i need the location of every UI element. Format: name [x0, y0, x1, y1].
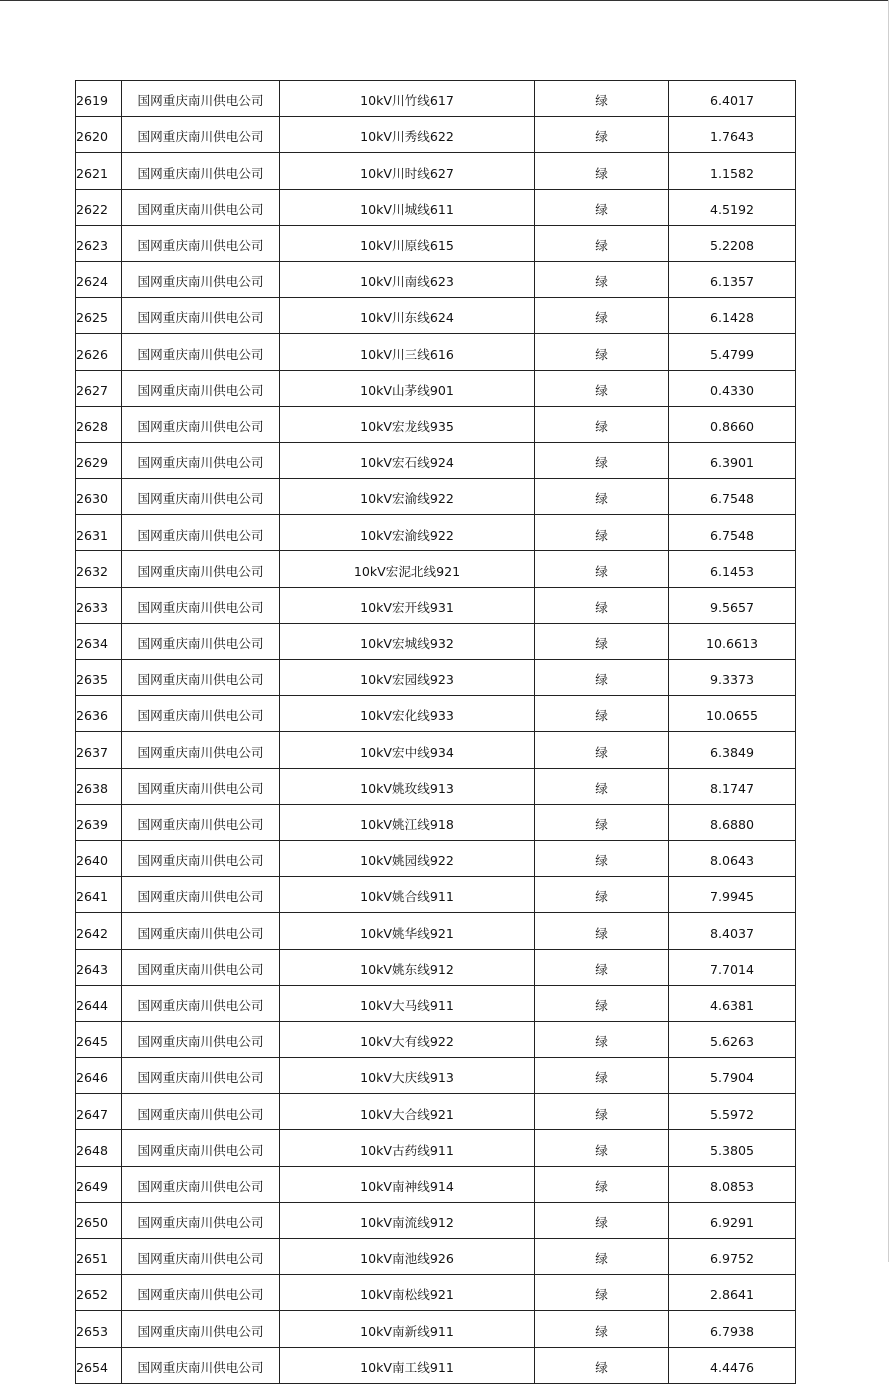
line-name-cell: 10kV南松线921: [280, 1275, 535, 1311]
line-name-cell: 10kV大马线911: [280, 985, 535, 1021]
line-name-cell: 10kV川原线615: [280, 225, 535, 261]
page-top-rule: [0, 0, 888, 1]
row-number-cell: 2628: [76, 406, 122, 442]
status-cell: 绿: [535, 370, 669, 406]
table-row: [76, 298, 796, 334]
status-cell: 绿: [535, 985, 669, 1021]
row-number-cell: 2629: [76, 442, 122, 478]
status-cell: 绿: [535, 1239, 669, 1275]
table-row: [76, 1347, 796, 1383]
value-cell: 5.4799: [669, 334, 796, 370]
status-cell: 绿: [535, 877, 669, 913]
line-name-cell: 10kV川南线623: [280, 261, 535, 297]
company-cell: 国网重庆南川供电公司: [122, 117, 280, 153]
line-name-cell: 10kV姚东线912: [280, 949, 535, 985]
table-row: [76, 913, 796, 949]
row-number-cell: 2637: [76, 732, 122, 768]
status-cell: 绿: [535, 1311, 669, 1347]
table-body: [76, 81, 796, 1384]
company-cell: 国网重庆南川供电公司: [122, 1130, 280, 1166]
value-cell: 0.8660: [669, 406, 796, 442]
table-row: [76, 370, 796, 406]
line-name-cell: 10kV南神线914: [280, 1166, 535, 1202]
table-row: [76, 1311, 796, 1347]
company-cell: 国网重庆南川供电公司: [122, 1021, 280, 1057]
line-name-cell: 10kV古药线911: [280, 1130, 535, 1166]
table-row: [76, 1021, 796, 1057]
table-row: [76, 985, 796, 1021]
line-name-cell: 10kV南新线911: [280, 1311, 535, 1347]
status-cell: 绿: [535, 804, 669, 840]
line-name-cell: 10kV姚玫线913: [280, 768, 535, 804]
status-cell: 绿: [535, 334, 669, 370]
table-row: [76, 1094, 796, 1130]
company-cell: 国网重庆南川供电公司: [122, 225, 280, 261]
status-cell: 绿: [535, 479, 669, 515]
table-row: [76, 479, 796, 515]
row-number-cell: 2630: [76, 479, 122, 515]
value-cell: 1.1582: [669, 153, 796, 189]
value-cell: 7.7014: [669, 949, 796, 985]
value-cell: 9.5657: [669, 587, 796, 623]
line-name-cell: 10kV宏中线934: [280, 732, 535, 768]
value-cell: 5.2208: [669, 225, 796, 261]
company-cell: 国网重庆南川供电公司: [122, 1166, 280, 1202]
value-cell: 8.0643: [669, 840, 796, 876]
line-name-cell: 10kV宏化线933: [280, 696, 535, 732]
table-row: [76, 949, 796, 985]
value-cell: 8.4037: [669, 913, 796, 949]
company-cell: 国网重庆南川供电公司: [122, 913, 280, 949]
value-cell: 5.5972: [669, 1094, 796, 1130]
table-row: [76, 225, 796, 261]
status-cell: 绿: [535, 442, 669, 478]
row-number-cell: 2625: [76, 298, 122, 334]
table-row: [76, 442, 796, 478]
line-name-cell: 10kV大合线921: [280, 1094, 535, 1130]
status-cell: 绿: [535, 949, 669, 985]
row-number-cell: 2626: [76, 334, 122, 370]
company-cell: 国网重庆南川供电公司: [122, 334, 280, 370]
row-number-cell: 2619: [76, 81, 122, 117]
value-cell: 6.9752: [669, 1239, 796, 1275]
table-row: [76, 696, 796, 732]
table-row: [76, 660, 796, 696]
table-row: [76, 189, 796, 225]
table-row: [76, 261, 796, 297]
status-cell: 绿: [535, 1058, 669, 1094]
row-number-cell: 2633: [76, 587, 122, 623]
status-cell: 绿: [535, 261, 669, 297]
status-cell: 绿: [535, 1021, 669, 1057]
table-row: [76, 1275, 796, 1311]
company-cell: 国网重庆南川供电公司: [122, 1058, 280, 1094]
line-name-cell: 10kV宏开线931: [280, 587, 535, 623]
table-row: [76, 623, 796, 659]
value-cell: 6.7548: [669, 515, 796, 551]
company-cell: 国网重庆南川供电公司: [122, 479, 280, 515]
table-row: [76, 877, 796, 913]
line-name-cell: 10kV川三线616: [280, 334, 535, 370]
table-row: [76, 334, 796, 370]
table-row: [76, 840, 796, 876]
table-row: [76, 804, 796, 840]
table-row: [76, 406, 796, 442]
table-row: [76, 81, 796, 117]
status-cell: 绿: [535, 406, 669, 442]
value-cell: 5.6263: [669, 1021, 796, 1057]
company-cell: 国网重庆南川供电公司: [122, 660, 280, 696]
line-name-cell: 10kV姚园线922: [280, 840, 535, 876]
line-name-cell: 10kV川城线611: [280, 189, 535, 225]
line-name-cell: 10kV宏泥北线921: [280, 551, 535, 587]
status-cell: 绿: [535, 551, 669, 587]
row-number-cell: 2638: [76, 768, 122, 804]
company-cell: 国网重庆南川供电公司: [122, 406, 280, 442]
table-row: [76, 1130, 796, 1166]
line-name-cell: 10kV川秀线622: [280, 117, 535, 153]
row-number-cell: 2652: [76, 1275, 122, 1311]
status-cell: 绿: [535, 81, 669, 117]
line-name-cell: 10kV山茅线901: [280, 370, 535, 406]
table-row: [76, 551, 796, 587]
row-number-cell: 2642: [76, 913, 122, 949]
status-cell: 绿: [535, 840, 669, 876]
status-cell: 绿: [535, 1094, 669, 1130]
line-name-cell: 10kV川东线624: [280, 298, 535, 334]
status-cell: 绿: [535, 153, 669, 189]
value-cell: 8.0853: [669, 1166, 796, 1202]
line-status-table: [75, 80, 796, 1384]
status-cell: 绿: [535, 587, 669, 623]
company-cell: 国网重庆南川供电公司: [122, 1202, 280, 1238]
company-cell: 国网重庆南川供电公司: [122, 768, 280, 804]
line-name-cell: 10kV宏渝线922: [280, 479, 535, 515]
status-cell: 绿: [535, 1130, 669, 1166]
status-cell: 绿: [535, 732, 669, 768]
line-name-cell: 10kV姚合线911: [280, 877, 535, 913]
value-cell: 6.4017: [669, 81, 796, 117]
status-cell: 绿: [535, 696, 669, 732]
status-cell: 绿: [535, 1202, 669, 1238]
value-cell: 7.9945: [669, 877, 796, 913]
table-row: [76, 153, 796, 189]
row-number-cell: 2646: [76, 1058, 122, 1094]
status-cell: 绿: [535, 660, 669, 696]
row-number-cell: 2632: [76, 551, 122, 587]
value-cell: 10.6613: [669, 623, 796, 659]
value-cell: 8.1747: [669, 768, 796, 804]
value-cell: 4.4476: [669, 1347, 796, 1383]
status-cell: 绿: [535, 1275, 669, 1311]
row-number-cell: 2634: [76, 623, 122, 659]
company-cell: 国网重庆南川供电公司: [122, 732, 280, 768]
value-cell: 5.7904: [669, 1058, 796, 1094]
row-number-cell: 2647: [76, 1094, 122, 1130]
value-cell: 6.1357: [669, 261, 796, 297]
page-right-edge: [888, 0, 889, 1262]
status-cell: 绿: [535, 117, 669, 153]
status-cell: 绿: [535, 768, 669, 804]
row-number-cell: 2640: [76, 840, 122, 876]
value-cell: 0.4330: [669, 370, 796, 406]
company-cell: 国网重庆南川供电公司: [122, 189, 280, 225]
row-number-cell: 2650: [76, 1202, 122, 1238]
table-row: [76, 732, 796, 768]
status-cell: 绿: [535, 298, 669, 334]
company-cell: 国网重庆南川供电公司: [122, 1347, 280, 1383]
company-cell: 国网重庆南川供电公司: [122, 1094, 280, 1130]
status-cell: 绿: [535, 225, 669, 261]
value-cell: 6.7548: [669, 479, 796, 515]
row-number-cell: 2627: [76, 370, 122, 406]
company-cell: 国网重庆南川供电公司: [122, 985, 280, 1021]
company-cell: 国网重庆南川供电公司: [122, 298, 280, 334]
row-number-cell: 2624: [76, 261, 122, 297]
company-cell: 国网重庆南川供电公司: [122, 153, 280, 189]
line-name-cell: 10kV宏渝线922: [280, 515, 535, 551]
line-name-cell: 10kV宏园线923: [280, 660, 535, 696]
row-number-cell: 2639: [76, 804, 122, 840]
row-number-cell: 2620: [76, 117, 122, 153]
value-cell: 6.7938: [669, 1311, 796, 1347]
row-number-cell: 2645: [76, 1021, 122, 1057]
company-cell: 国网重庆南川供电公司: [122, 877, 280, 913]
row-number-cell: 2636: [76, 696, 122, 732]
row-number-cell: 2651: [76, 1239, 122, 1275]
status-cell: 绿: [535, 1166, 669, 1202]
value-cell: 8.6880: [669, 804, 796, 840]
line-name-cell: 10kV宏石线924: [280, 442, 535, 478]
row-number-cell: 2621: [76, 153, 122, 189]
table-row: [76, 1239, 796, 1275]
company-cell: 国网重庆南川供电公司: [122, 587, 280, 623]
company-cell: 国网重庆南川供电公司: [122, 81, 280, 117]
table-row: [76, 768, 796, 804]
table-row: [76, 587, 796, 623]
status-cell: 绿: [535, 189, 669, 225]
company-cell: 国网重庆南川供电公司: [122, 804, 280, 840]
line-name-cell: 10kV川时线627: [280, 153, 535, 189]
value-cell: 4.5192: [669, 189, 796, 225]
company-cell: 国网重庆南川供电公司: [122, 949, 280, 985]
company-cell: 国网重庆南川供电公司: [122, 442, 280, 478]
row-number-cell: 2649: [76, 1166, 122, 1202]
value-cell: 6.3849: [669, 732, 796, 768]
row-number-cell: 2643: [76, 949, 122, 985]
row-number-cell: 2631: [76, 515, 122, 551]
company-cell: 国网重庆南川供电公司: [122, 1275, 280, 1311]
company-cell: 国网重庆南川供电公司: [122, 1239, 280, 1275]
line-name-cell: 10kV大庆线913: [280, 1058, 535, 1094]
company-cell: 国网重庆南川供电公司: [122, 696, 280, 732]
line-name-cell: 10kV宏城线932: [280, 623, 535, 659]
table-row: [76, 1202, 796, 1238]
value-cell: 2.8641: [669, 1275, 796, 1311]
company-cell: 国网重庆南川供电公司: [122, 370, 280, 406]
table-row: [76, 117, 796, 153]
row-number-cell: 2635: [76, 660, 122, 696]
row-number-cell: 2623: [76, 225, 122, 261]
table-row: [76, 1058, 796, 1094]
company-cell: 国网重庆南川供电公司: [122, 551, 280, 587]
status-cell: 绿: [535, 1347, 669, 1383]
company-cell: 国网重庆南川供电公司: [122, 840, 280, 876]
status-cell: 绿: [535, 623, 669, 659]
row-number-cell: 2644: [76, 985, 122, 1021]
value-cell: 6.1428: [669, 298, 796, 334]
row-number-cell: 2622: [76, 189, 122, 225]
row-number-cell: 2641: [76, 877, 122, 913]
line-name-cell: 10kV川竹线617: [280, 81, 535, 117]
row-number-cell: 2653: [76, 1311, 122, 1347]
line-name-cell: 10kV姚江线918: [280, 804, 535, 840]
line-name-cell: 10kV宏龙线935: [280, 406, 535, 442]
company-cell: 国网重庆南川供电公司: [122, 1311, 280, 1347]
status-cell: 绿: [535, 515, 669, 551]
value-cell: 5.3805: [669, 1130, 796, 1166]
row-number-cell: 2648: [76, 1130, 122, 1166]
company-cell: 国网重庆南川供电公司: [122, 261, 280, 297]
table-row: [76, 1166, 796, 1202]
line-name-cell: 10kV姚华线921: [280, 913, 535, 949]
line-name-cell: 10kV南池线926: [280, 1239, 535, 1275]
value-cell: 1.7643: [669, 117, 796, 153]
row-number-cell: 2654: [76, 1347, 122, 1383]
value-cell: 6.9291: [669, 1202, 796, 1238]
table-row: [76, 515, 796, 551]
line-name-cell: 10kV南流线912: [280, 1202, 535, 1238]
line-name-cell: 10kV南工线911: [280, 1347, 535, 1383]
status-cell: 绿: [535, 913, 669, 949]
value-cell: 9.3373: [669, 660, 796, 696]
value-cell: 4.6381: [669, 985, 796, 1021]
company-cell: 国网重庆南川供电公司: [122, 623, 280, 659]
value-cell: 6.3901: [669, 442, 796, 478]
line-name-cell: 10kV大有线922: [280, 1021, 535, 1057]
value-cell: 6.1453: [669, 551, 796, 587]
company-cell: 国网重庆南川供电公司: [122, 515, 280, 551]
value-cell: 10.0655: [669, 696, 796, 732]
